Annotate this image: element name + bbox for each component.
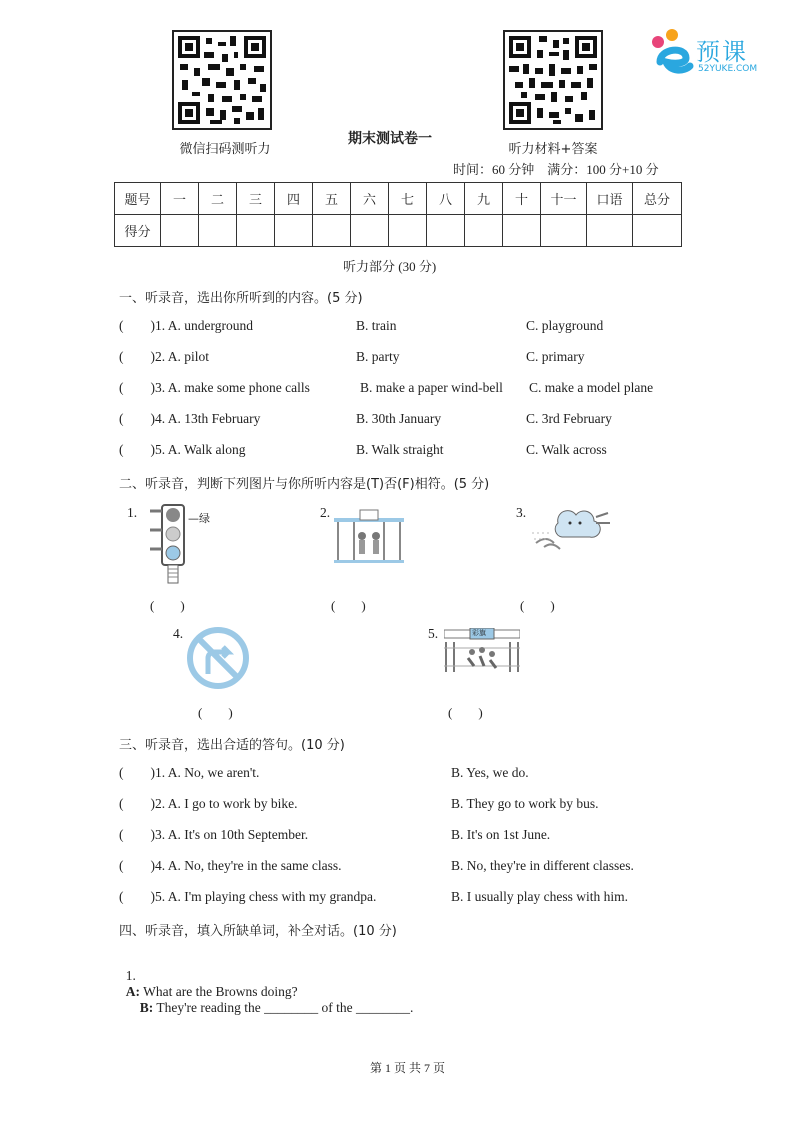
s1-q1-a: ( )1. A. underground — [119, 318, 253, 333]
score-input[interactable] — [633, 215, 682, 247]
qr-left-caption: 微信扫码测听力 — [179, 142, 271, 157]
time-info: 时间：60 分钟 满分：100 分+10 分 — [453, 162, 659, 177]
score-cell: 十 — [503, 183, 541, 215]
listening-heading: 听力部分 (30 分) — [343, 259, 437, 274]
score-cell: 三 — [237, 183, 275, 215]
no-turn-sign-icon — [186, 626, 250, 690]
pic5-label: 5. — [428, 626, 439, 641]
score-input[interactable] — [541, 215, 587, 247]
section2-heading: 二、听录音，判断下列图片与你所听内容是(T)否(F)相符。(5 分) — [119, 477, 490, 492]
score-input[interactable] — [587, 215, 633, 247]
logo-subtext: 52YUKE.COM — [698, 64, 758, 74]
score-cell: 口语 — [587, 183, 633, 215]
s4-q1-a-text: What are the Browns doing? — [140, 984, 298, 999]
score-input[interactable] — [275, 215, 313, 247]
score-cell: 九 — [465, 183, 503, 215]
s1-q4-c: C. 3rd February — [526, 411, 612, 426]
score-cell: 二 — [199, 183, 237, 215]
s3-q2-a: ( )2. A. I go to work by bike. — [119, 796, 298, 811]
section1-heading: 一、听录音，选出你所听到的内容。(5 分) — [119, 291, 363, 306]
section4-heading: 四、听录音，填入所缺单词，补全对话。(10 分) — [119, 924, 397, 939]
s1-q5-b: B. Walk straight — [356, 442, 444, 457]
score-cell: 五 — [313, 183, 351, 215]
s3-q2-b: B. They go to work by bus. — [451, 796, 599, 811]
score-input[interactable] — [351, 215, 389, 247]
score-cell: 七 — [389, 183, 427, 215]
s1-q5-a: ( )5. A. Walk along — [119, 442, 246, 457]
qr-code-listening — [172, 30, 272, 130]
green-label: —绿 — [188, 512, 210, 525]
score-input[interactable] — [465, 215, 503, 247]
parade-sign-text: 彩旗 — [472, 629, 486, 637]
school-gate-icon — [334, 508, 404, 564]
s3-q4-b: B. No, they're in different classes. — [451, 858, 634, 873]
pic3-answer[interactable]: ( ) — [520, 598, 555, 613]
s1-q3-b: B. make a paper wind-bell — [360, 380, 503, 395]
s3-q4-a: ( )4. A. No, they're in the same class. — [119, 858, 342, 873]
score-input[interactable] — [161, 215, 199, 247]
score-cell: 六 — [351, 183, 389, 215]
speaker-a-label: A: — [125, 984, 140, 999]
pic1-answer[interactable]: ( ) — [150, 598, 185, 613]
score-cell: 一 — [161, 183, 199, 215]
score-input[interactable] — [313, 215, 351, 247]
pic4-label: 4. — [173, 626, 184, 641]
s1-q1-c: C. playground — [526, 318, 604, 333]
score-cell: 八 — [427, 183, 465, 215]
score-table — [114, 182, 682, 247]
page-footer: 第 1 页 共 7 页 — [370, 1061, 446, 1075]
pic1-label: 1. — [127, 505, 138, 520]
s4-q1-b-text[interactable]: They're reading the ________ of the ________. — [153, 1000, 414, 1015]
logo-mark-icon — [648, 28, 698, 80]
s3-q1-b: B. Yes, we do. — [451, 765, 529, 780]
s4-q1-line-b — [133, 984, 413, 1016]
s3-q3-a: ( )3. A. It's on 10th September. — [119, 827, 309, 842]
s1-q2-a: ( )2. A. pilot — [119, 349, 209, 364]
qr-right-caption: 听力材料+答案 — [508, 142, 598, 157]
logo-text: 预课 — [696, 38, 748, 66]
page-title: 期末测试卷一 — [348, 131, 432, 147]
s1-q2-b: B. party — [356, 349, 400, 364]
s3-q5-b: B. I usually play chess with him. — [451, 889, 628, 904]
score-cell: 四 — [275, 183, 313, 215]
score-header-row — [115, 183, 682, 215]
score-input[interactable] — [199, 215, 237, 247]
score-cell: 总分 — [633, 183, 682, 215]
qr-code-answers — [503, 30, 603, 130]
s1-q3-c: C. make a model plane — [529, 380, 654, 395]
score-input[interactable] — [427, 215, 465, 247]
s3-q1-a: ( )1. A. No, we aren't. — [119, 765, 260, 780]
score-input[interactable] — [503, 215, 541, 247]
pic3-label: 3. — [516, 505, 527, 520]
pic2-label: 2. — [320, 505, 331, 520]
s1-q5-c: C. Walk across — [526, 442, 607, 457]
score-cell: 题号 — [115, 183, 161, 215]
pic5-answer[interactable]: ( ) — [448, 705, 483, 720]
score-value-row — [115, 215, 682, 247]
pic4-answer[interactable]: ( ) — [198, 705, 233, 720]
logo — [648, 26, 778, 82]
s1-q4-b: B. 30th January — [356, 411, 442, 426]
section3-heading: 三、听录音，选出合适的答句。(10 分) — [119, 738, 345, 753]
s1-q3-a: ( )3. A. make some phone calls — [119, 380, 310, 395]
pic2-answer[interactable]: ( ) — [331, 598, 366, 613]
speaker-b-label: B: — [139, 1000, 154, 1015]
windy-cloud-icon — [530, 503, 614, 555]
s4-q1-number: 1. — [125, 968, 136, 983]
s3-q3-b: B. It's on 1st June. — [451, 827, 551, 842]
s1-q4-a: ( )4. A. 13th February — [119, 411, 261, 426]
score-input[interactable] — [237, 215, 275, 247]
s1-q1-b: B. train — [356, 318, 397, 333]
score-label: 得分 — [115, 215, 161, 247]
s3-q5-a: ( )5. A. I'm playing chess with my grandpa. — [119, 889, 377, 904]
s1-q2-c: C. primary — [526, 349, 585, 364]
score-input[interactable] — [389, 215, 427, 247]
score-cell: 十一 — [541, 183, 587, 215]
